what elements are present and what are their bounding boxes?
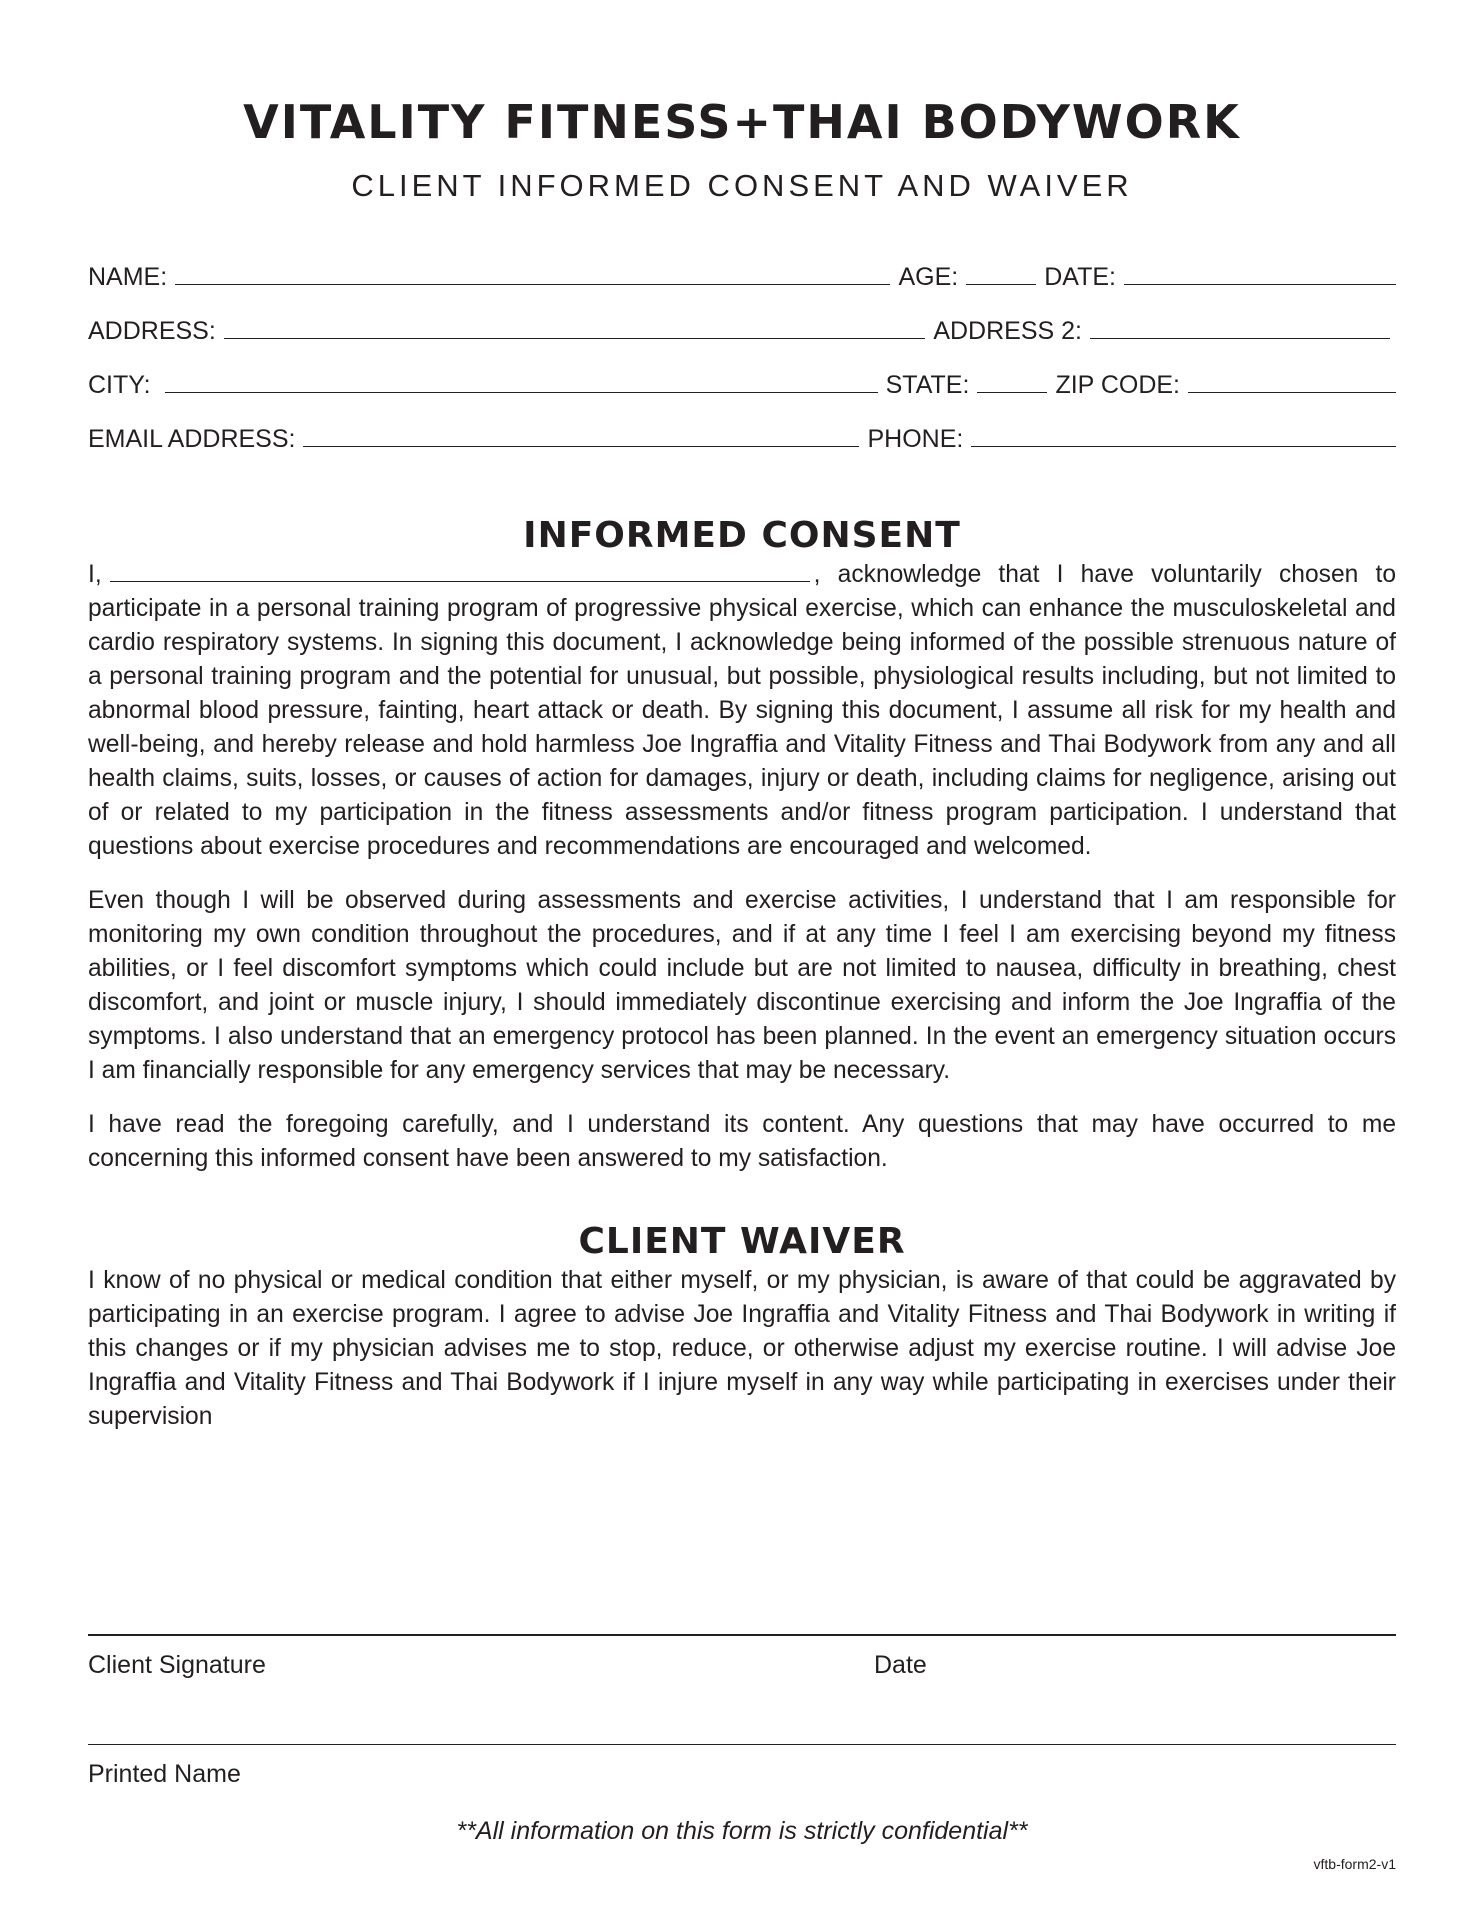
consent-text: , acknowledge that I have voluntarily chosen to participate in a personal training program of progressive physical exercise, which can enhance the musculoskeletal and cardio respiratory systems. In signing this document, I acknowledge being informed of the possible strenuous nature of a personal training program and the potential for unusual, but possible, physiological results including, but not limited to abnormal blood pressure, fainting, heart attack or death. By signing this document, I assume all risk for my health and well-being, and hereby release and hold harmless Joe Ingraffia and Vitality Fitness and Thai Bodywork from any and all health claims, suits, losses, or causes of action for damages, injury or death, including claims for negligence, arising out of or related to my participation in the fitness assessments and/or fitness program participation. I understand that questions about exercise procedures and recommendations are encouraged and welcomed.: [88, 561, 1396, 860]
form-subtitle: CLIENT INFORMED CONSENT AND WAIVER: [351, 168, 1133, 203]
zip-code-label: ZIP CODE:: [1055, 371, 1180, 399]
client-waiver-heading: CLIENT WAIVER: [578, 1221, 906, 1262]
informed-consent-heading: INFORMED CONSENT: [523, 515, 961, 556]
city-field[interactable]: [165, 392, 878, 393]
client-signature-block: [88, 1634, 1396, 1680]
city-label: CITY:: [88, 371, 151, 399]
printed-name-line[interactable]: [88, 1744, 1396, 1745]
email-field[interactable]: [303, 446, 859, 447]
city-row: [88, 346, 1396, 400]
phone-field[interactable]: [971, 446, 1396, 447]
consent-paragraph-3: I have read the foregoing carefully, and I understand its content. Any questions that may have occurred to me concerning this informed consent have been answered to my satisfaction.: [88, 1111, 1396, 1172]
date-field[interactable]: [1124, 284, 1396, 285]
confidentiality-notice: **All information on this form is strictly confidential**: [456, 1817, 1028, 1845]
consent-paragraph-2: Even though I will be observed during assessments and exercise activities, I understand that I am responsible for monitoring my own condition throughout the procedures, and if at any time I feel I am exercising beyond my fitness abilities, or I feel discomfort symptoms which could include but are not limited to nausea, difficulty in breathing, chest discomfort, and joint or muscle injury, I should immediately discontinue exercising and inform the Joe Ingraffia of the symptoms. I also understand that an emergency protocol has been planned. In the event an emergency situation occurs I am financially responsible for any emergency services that may be necessary.: [88, 887, 1396, 1084]
address-label: ADDRESS:: [88, 317, 216, 345]
age-label: AGE:: [898, 263, 959, 291]
email-label: EMAIL ADDRESS:: [88, 425, 296, 453]
address-row: [88, 292, 1396, 346]
address2-field[interactable]: [1090, 338, 1390, 339]
date-label: DATE:: [1044, 263, 1116, 291]
printed-name-block: [88, 1744, 1396, 1789]
printed-name-label: Printed Name: [88, 1760, 241, 1788]
state-field[interactable]: [977, 392, 1047, 393]
zip-code-field[interactable]: [1188, 392, 1396, 393]
client-signature-line[interactable]: [88, 1634, 1396, 1636]
email-row: [88, 400, 1396, 454]
client-signature-label: Client Signature: [88, 1651, 266, 1679]
page-title: VITALITY FITNESS+THAI BODYWORK: [243, 95, 1241, 149]
phone-label: PHONE:: [867, 425, 964, 453]
name-row: [88, 238, 1396, 292]
printed-name-labels: [88, 1759, 1396, 1789]
waiver-paragraph: I know of no physical or medical condition that either myself, or my physician, is aware of that could be aggravated by participating in an exercise program. I agree to advise Joe Ingraffia and Vitality Fitness and Thai Bodywork in writing if this changes or if my physician advises me to stop, reduce, or otherwise adjust my exercise routine. I will advise Joe Ingraffia and Vitality Fitness and Thai Bodywork if I injure myself in any way while participating in exercises under their supervision: [88, 1267, 1396, 1430]
name-field[interactable]: [175, 284, 890, 285]
address-field[interactable]: [224, 338, 926, 339]
consent-paragraph-1: [88, 558, 1396, 864]
age-field[interactable]: [966, 284, 1036, 285]
consent-name-field[interactable]: [110, 559, 810, 582]
form-id: vftb-form2-v1: [1313, 1856, 1396, 1872]
name-label: NAME:: [88, 263, 168, 291]
address2-label: ADDRESS 2:: [933, 317, 1082, 345]
signature-labels: [88, 1650, 1396, 1680]
consent-prefix: I,: [88, 561, 102, 588]
state-label: STATE:: [885, 371, 970, 399]
signature-date-label: Date: [874, 1651, 927, 1679]
client-info-fields: [88, 238, 1396, 454]
